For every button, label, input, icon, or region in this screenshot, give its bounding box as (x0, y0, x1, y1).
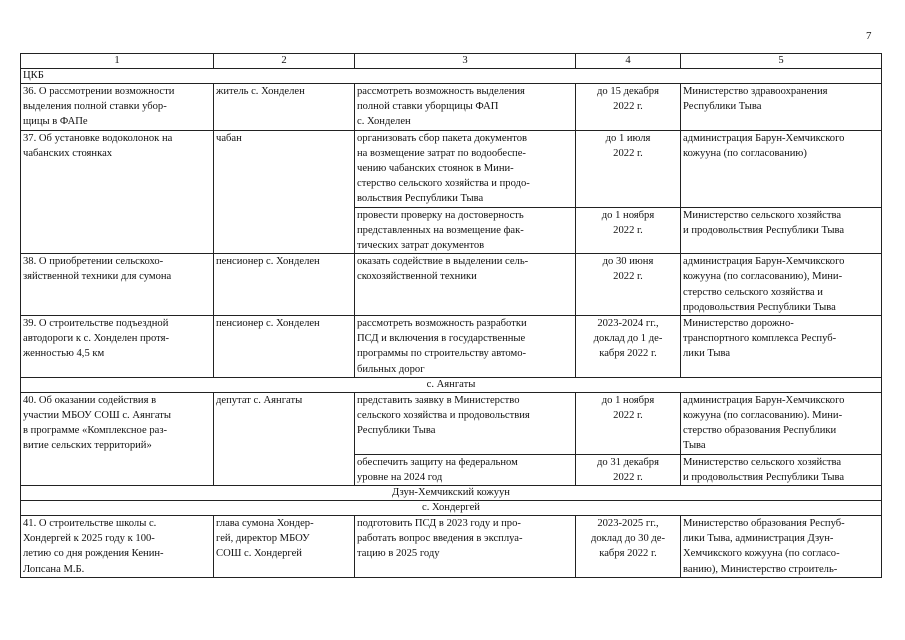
document-table (20, 53, 882, 578)
responsible-cell: Министерство сельского хозяйства и продовольствия Республики Тыва (681, 454, 882, 485)
deadline-cell: до 1 ноября 2022 г. (576, 392, 681, 454)
initiator-cell: пенсионер с. Хонделен (214, 316, 355, 378)
table-body (21, 54, 882, 578)
table-row (21, 392, 882, 454)
initiator-cell: чабан (214, 130, 355, 254)
column-number-row (21, 54, 882, 69)
deadline-cell: до 31 декабря 2022 г. (576, 454, 681, 485)
initiator-cell: житель с. Хонделен (214, 84, 355, 131)
responsible-cell: администрация Барун-Хемчикского кожууна (по согласованию) (681, 130, 882, 207)
section-heading: ЦКБ (21, 69, 882, 84)
responsible-cell: Министерство дорожно- транспортного комплекса Респуб- лики Тыва (681, 316, 882, 378)
issue-cell: 39. О строительстве подъездной автодороги к с. Хонделен протя- женностью 4,5 км (21, 316, 214, 378)
responsible-cell: Министерство здравоохранения Республики Тыва (681, 84, 882, 131)
issue-cell: 37. Об установке водоколонок на чабанских стоянках (21, 130, 214, 254)
issue-cell: 41. О строительстве школы с. Хондергей к 2025 году к 100- летию со дня рождения Кенин- Лопсана М.Б. (21, 516, 214, 578)
table-row (21, 516, 882, 578)
section-row (21, 501, 882, 516)
section-heading: с. Аянгаты (21, 377, 882, 392)
section-heading: с. Хондергей (21, 501, 882, 516)
issue-cell: 38. О приобретении сельскохо- зяйственной техники для сумона (21, 254, 214, 316)
deadline-cell: до 1 июля 2022 г. (576, 130, 681, 207)
deadline-cell: 2023-2024 гг., доклад до 1 де- кабря 2022 г. (576, 316, 681, 378)
initiator-cell: глава сумона Хондер- гей, директор МБОУ СОШ с. Хондергей (214, 516, 355, 578)
initiator-cell: пенсионер с. Хонделен (214, 254, 355, 316)
initiator-cell: депутат с. Аянгаты (214, 392, 355, 485)
measure-cell: оказать содействие в выделении сель- скохозяйственной техники (355, 254, 576, 316)
responsible-cell: администрация Барун-Хемчикского кожууна (по согласованию). Мини- стерство образования Республики Тыва (681, 392, 882, 454)
table-row (21, 84, 882, 131)
measure-cell: рассмотреть возможность разработки ПСД и включения в государственные программы по строительству автомо- бильных дорог (355, 316, 576, 378)
column-number: 1 (21, 54, 214, 69)
responsible-cell: администрация Барун-Хемчикского кожууна (по согласованию), Мини- стерство сельского хозяйства и продовольствия Республики Тыва (681, 254, 882, 316)
section-heading: Дзун-Хемчикский кожуун (21, 486, 882, 501)
deadline-cell: до 1 ноября 2022 г. (576, 207, 681, 254)
column-number: 4 (576, 54, 681, 69)
column-number: 2 (214, 54, 355, 69)
deadline-cell: 2023-2025 гг., доклад до 30 де- кабря 2022 г. (576, 516, 681, 578)
responsible-cell: Министерство сельского хозяйства и продовольствия Республики Тыва (681, 207, 882, 254)
responsible-cell: Министерство образования Респуб- лики Тыва, администрация Дзун- Хемчикского кожууна (по согласо- ванию), Министерство строитель- (681, 516, 882, 578)
measure-cell: организовать сбор пакета документов на возмещение затрат по водообеспе- чению чабанских стоянок в Мини- стерство сельского хозяйства и продо- вольствия Республики Тыва (355, 130, 576, 207)
measure-cell: рассмотреть возможность выделения полной ставки уборщицы ФАП с. Хонделен (355, 84, 576, 131)
measure-cell: представить заявку в Министерство сельского хозяйства и продовольствия Республики Тыва (355, 392, 576, 454)
table-row (21, 254, 882, 316)
column-number: 5 (681, 54, 882, 69)
deadline-cell: до 15 декабря 2022 г. (576, 84, 681, 131)
deadline-cell: до 30 июня 2022 г. (576, 254, 681, 316)
issue-cell: 40. Об оказании содействия в участии МБОУ СОШ с. Аянгаты в программе «Комплексное раз- витие сельских территорий» (21, 392, 214, 485)
column-number: 3 (355, 54, 576, 69)
section-row (21, 377, 882, 392)
page-number: 7 (866, 30, 872, 42)
measure-cell: обеспечить защиту на федеральном уровне на 2024 год (355, 454, 576, 485)
measure-cell: провести проверку на достоверность представленных на возмещение фак- тических затрат документов (355, 207, 576, 254)
issue-cell: 36. О рассмотрении возможности выделения полной ставки убор- щицы в ФАПе (21, 84, 214, 131)
section-row (21, 486, 882, 501)
measure-cell: подготовить ПСД в 2023 году и про- работать вопрос введения в эксплуа- тацию в 2025 году (355, 516, 576, 578)
table-row (21, 130, 882, 207)
table-row (21, 316, 882, 378)
section-row (21, 69, 882, 84)
